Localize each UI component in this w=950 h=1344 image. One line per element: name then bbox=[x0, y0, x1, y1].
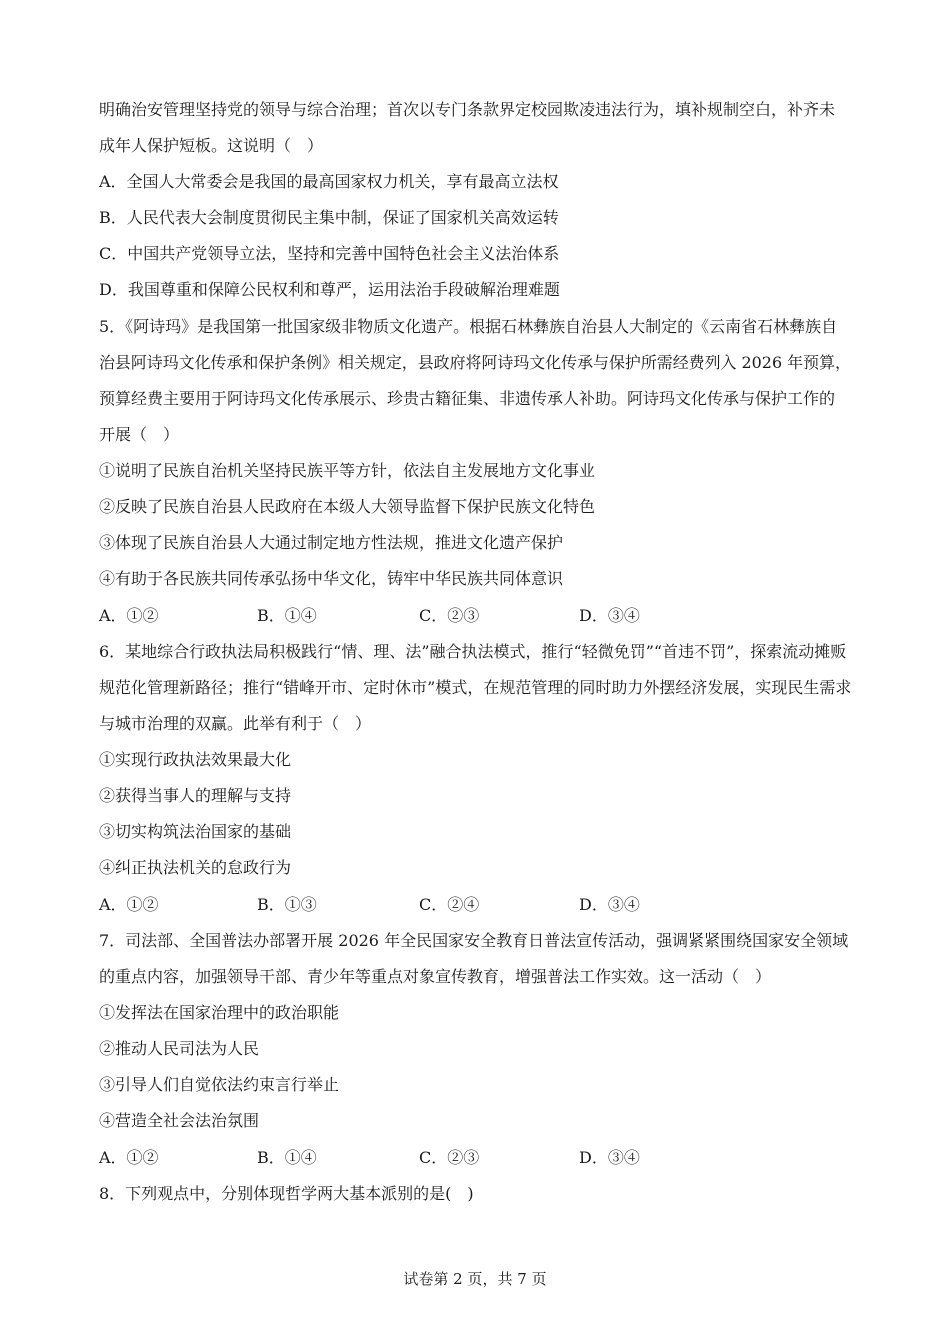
answer-option-c: C．②③ bbox=[419, 606, 480, 625]
statement-item: ④营造全社会法治氛围 bbox=[99, 1111, 260, 1130]
question-5-stem: 5．《阿诗玛》是我国第一批国家级非物质文化遗产。根据石林彝族自治县人大制定的《云南省石林彝族自 bbox=[99, 317, 838, 336]
question-7-stem: 的重点内容，加强领导干部、青少年等重点对象宣传教育，增强普法工作实效。这一活动（ ） bbox=[99, 967, 772, 986]
question-5-stem: 开展（ ） bbox=[99, 425, 180, 444]
option-c: C．中国共产党领导立法，坚持和完善中国特色社会主义法治体系 bbox=[99, 244, 560, 263]
answer-option-c: C．②④ bbox=[419, 895, 480, 914]
option-a: A．全国人大常委会是我国的最高国家权力机关，享有最高立法权 bbox=[99, 172, 559, 191]
answer-option-b: B．①④ bbox=[257, 606, 317, 625]
page-footer: 试卷第 2 页，共 7 页 bbox=[403, 1270, 547, 1288]
answer-options-row bbox=[99, 894, 739, 916]
question-6-stem: 与城市治理的双赢。此举有利于（ ） bbox=[99, 714, 372, 733]
statement-item: ③引导人们自觉依法约束言行举止 bbox=[99, 1075, 340, 1094]
statement-item: ④有助于各民族共同传承弘扬中华文化，铸牢中华民族共同体意识 bbox=[99, 569, 564, 588]
statement-item: ①说明了民族自治机关坚持民族平等方针，依法自主发展地方文化事业 bbox=[99, 461, 596, 480]
answer-options-row bbox=[99, 605, 739, 627]
statement-item: ④纠正执法机关的怠政行为 bbox=[99, 858, 292, 877]
question-8-stem: 8．下列观点中，分别体现哲学两大基本派别的是( ) bbox=[99, 1184, 474, 1203]
statement-item: ②反映了民族自治县人民政府在本级人大领导监督下保护民族文化特色 bbox=[99, 497, 596, 516]
answer-option-d: D．③④ bbox=[579, 1148, 640, 1167]
answer-option-a: A．①② bbox=[99, 606, 159, 625]
statement-item: ①实现行政执法效果最大化 bbox=[99, 750, 292, 769]
question-5-stem: 预算经费主要用于阿诗玛文化传承展示、珍贵古籍征集、非遗传承人补助。阿诗玛文化传承与保护工作的 bbox=[99, 389, 836, 408]
statement-item: ②推动人民司法为人民 bbox=[99, 1039, 260, 1058]
answer-option-c: C．②③ bbox=[419, 1148, 480, 1167]
answer-option-d: D．③④ bbox=[579, 895, 640, 914]
question-5-stem: 治县阿诗玛文化传承和保护条例》相关规定，县政府将阿诗玛文化传承与保护所需经费列入 2026 年预算， bbox=[99, 353, 851, 372]
answer-option-a: A．①② bbox=[99, 1148, 159, 1167]
statement-item: ①发挥法在国家治理中的政治职能 bbox=[99, 1003, 340, 1022]
statement-item: ②获得当事人的理解与支持 bbox=[99, 786, 292, 805]
answer-option-a: A．①② bbox=[99, 895, 159, 914]
answer-options-row bbox=[99, 1147, 739, 1169]
question-7-stem: 7．司法部、全国普法办部署开展 2026 年全民国家安全教育日普法宣传活动，强调紧紧围绕国家安全领域 bbox=[99, 931, 849, 950]
question-6-stem: 6．某地综合行政执法局积极践行“情、理、法”融合执法模式，推行“轻微免罚”“首违不罚”，探索流动摊贩 bbox=[99, 642, 847, 661]
statement-item: ③体现了民族自治县人大通过制定地方性法规，推进文化遗产保护 bbox=[99, 533, 564, 552]
statement-item: ③切实构筑法治国家的基础 bbox=[99, 822, 292, 841]
question-6-stem: 规范化管理新路径；推行“错峰开市、定时休市”模式，在规范管理的同时助力外摆经济发展，实现民生需求 bbox=[99, 678, 852, 697]
option-d: D．我国尊重和保障公民权利和尊严，运用法治手段破解治理难题 bbox=[99, 280, 560, 299]
option-b: B．人民代表大会制度贯彻民主集中制，保证了国家机关高效运转 bbox=[99, 208, 559, 227]
text-line: 明确治安管理坚持党的领导与综合治理；首次以专门条款界定校园欺凌违法行为，填补规制空白，补齐未 bbox=[99, 100, 836, 119]
answer-option-b: B．①③ bbox=[257, 895, 317, 914]
text-line: 成年人保护短板。这说明（ ） bbox=[99, 136, 324, 155]
answer-option-d: D．③④ bbox=[579, 606, 640, 625]
answer-option-b: B．①④ bbox=[257, 1148, 317, 1167]
